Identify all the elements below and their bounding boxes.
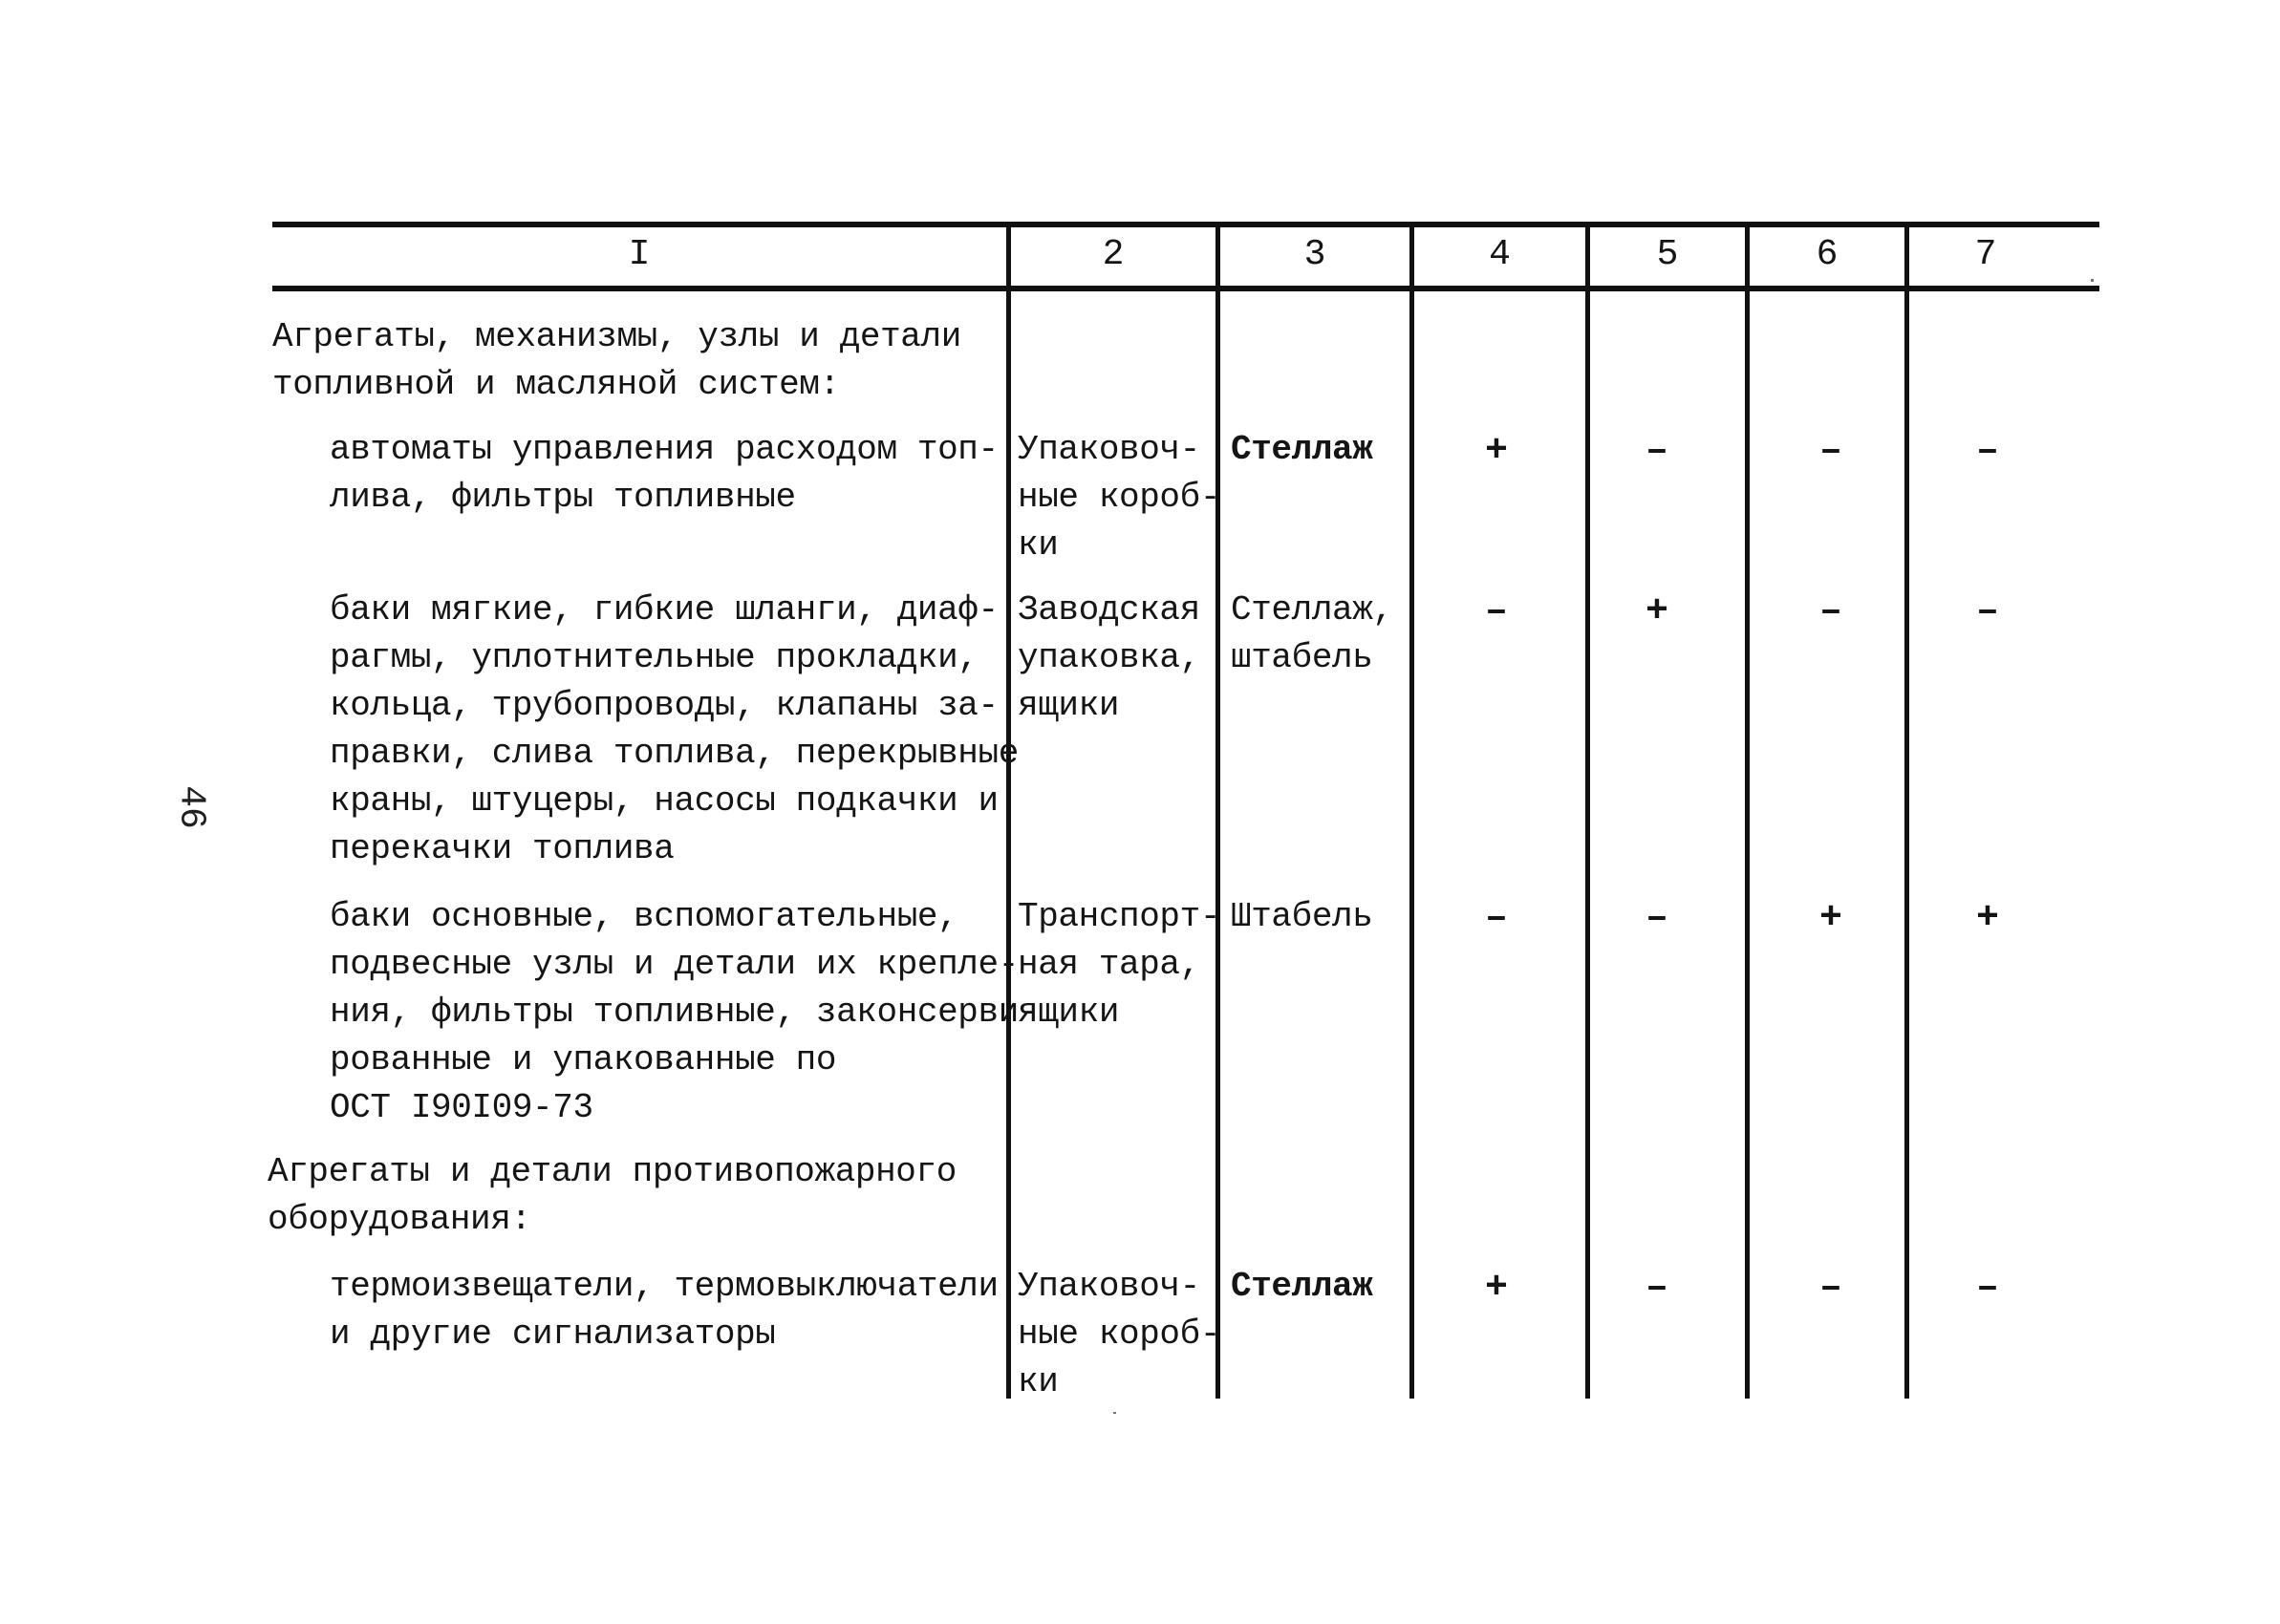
item-packaging: Заводская упаковка, ящики [1018,590,1200,725]
mark-col-5: – [1645,430,1668,473]
header-bottom-rule [272,286,2099,291]
column-header-3: 3 [1303,234,1326,275]
table-top-rule [272,222,2099,227]
item-packaging: Упаковоч- ные короб- ки [1018,430,1221,565]
group-heading: Агрегаты и детали противопожарного оборудования: [268,1152,957,1239]
item-storage: Штабель [1231,897,1373,936]
column-header-4: 4 [1489,234,1511,275]
item-name: баки мягкие, гибкие шланги, диаф- рагмы, уплотнительные прокладки, кольца, трубопроводы, клапаны за- правки, слива топлива, перекрывные краны, штуцеры, насосы подкачки и перекачки топлива [330,590,1019,868]
item-name: баки основные, вспомогательные, подвесные узлы и детали их крепле- ния, фильтры топливные, законсерви- рованные и упакованные по ОСТ I90I09-73 [330,897,1040,1127]
column-divider [1409,224,1414,1399]
item-storage: Стеллаж, штабель [1231,590,1393,677]
item-name: термоизвещатели, термовыключатели и другие сигнализаторы [330,1267,999,1354]
scan-speck [2091,279,2094,282]
scan-speck [1113,1412,1116,1414]
column-divider [1745,224,1750,1399]
column-header-5: 5 [1656,234,1679,275]
mark-col-7: – [1975,430,1999,473]
mark-col-7: – [1975,1267,1999,1310]
item-storage: Стеллаж [1231,1267,1373,1306]
mark-col-4: + [1484,430,1508,473]
item-name: автоматы управления расходом топ- лива, фильтры топливные [330,430,999,517]
column-divider [1585,224,1590,1399]
column-divider [1215,224,1220,1399]
mark-col-4: + [1484,1267,1508,1310]
mark-col-6: – [1818,590,1842,633]
mark-col-5: – [1645,1267,1668,1310]
group-heading: Агрегаты, механизмы, узлы и детали топливной и масляной систем: [272,317,961,404]
mark-col-7: + [1975,897,1999,940]
item-packaging: Упаковоч- ные короб- ки [1018,1267,1221,1401]
column-header-1: I [628,234,651,275]
mark-col-6: – [1818,1267,1842,1310]
mark-col-5: + [1645,590,1668,633]
mark-col-5: – [1645,897,1668,940]
mark-col-7: – [1975,590,1999,633]
item-storage: Стеллаж [1231,430,1373,469]
column-header-7: 7 [1974,234,1997,275]
page-number: 46 [170,785,212,829]
column-header-2: 2 [1102,234,1125,275]
mark-col-6: – [1818,430,1842,473]
mark-col-6: + [1818,897,1842,940]
column-header-6: 6 [1816,234,1839,275]
column-divider [1904,224,1909,1399]
mark-col-4: – [1484,590,1508,633]
item-packaging: Транспорт- ная тара, ящики [1018,897,1221,1032]
mark-col-4: – [1484,897,1508,940]
